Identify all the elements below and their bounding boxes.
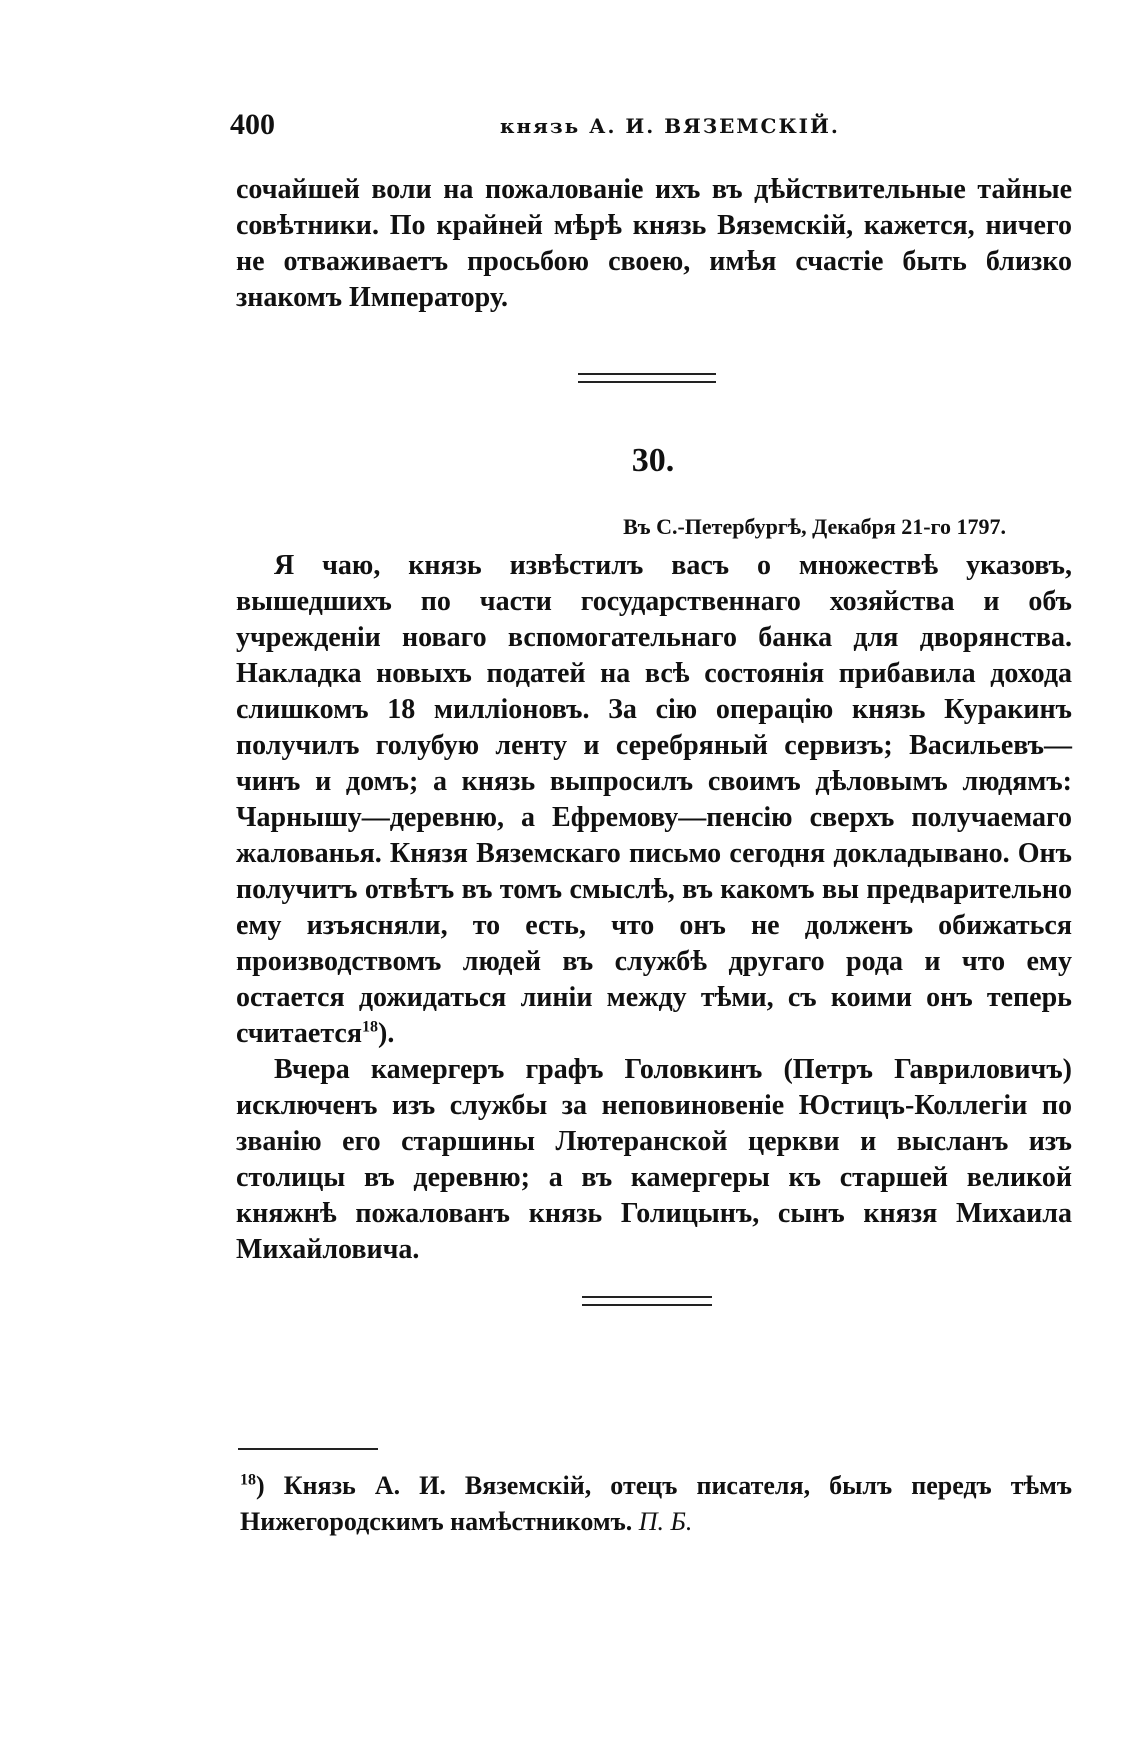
footnote-text: ) Князь А. И. Вяземскій, отецъ писателя, былъ передъ тѣмъ Нижегородскимъ намѣстникомъ. (240, 1471, 1072, 1536)
letter-dateline: Въ С.-Петербургѣ, Декабря 21-го 1797. (623, 514, 1006, 539)
letter-paragraph-1-end: ). (378, 1018, 395, 1049)
letter-paragraph-1 (236, 548, 1072, 1052)
footnote-signature: П. Б. (638, 1507, 693, 1536)
section-divider (578, 373, 716, 383)
letter-body (236, 548, 1072, 1268)
continuation-paragraph: сочайшей воли на пожалованіе ихъ въ дѣйствительные тайные совѣтники. По крайней мѣрѣ князь Вяземскій, кажется, ничего не отваживаетъ просьбою своею, имѣя счастіе быть близко знакомъ Императору. (236, 174, 1072, 313)
footnote-reference: 18 (362, 1018, 378, 1036)
footnote-rule (238, 1448, 378, 1450)
section-divider-end (582, 1296, 712, 1306)
footnote-marker: 18 (240, 1471, 256, 1489)
running-head: князь А. И. ВЯЗЕМСКІЙ. (500, 114, 840, 138)
page-number: 400 (230, 108, 275, 141)
footnote (240, 1468, 1072, 1540)
letter-number: 30. (631, 442, 675, 479)
continuation-text (236, 172, 1072, 316)
page-header (230, 108, 1072, 148)
letter-paragraph-2: Вчера камергеръ графъ Головкинъ (Петръ Гавриловичъ) исключенъ изъ службы за неповиновеніе Юстицъ-Коллегіи по званію его старшины Лютеранской церкви и высланъ изъ столицы въ деревню; а въ камергеры къ старшей великой княжнѣ пожалованъ князь Голицынъ, сынъ князя Михаила Михайловича. (236, 1054, 1072, 1265)
letter-paragraph-1-text: Я чаю, князь извѣстилъ васъ о множествѣ указовъ, вышедшихъ по части государственнаго хозяйства и объ учрежденіи новаго вспомогательнаго банка для дворянства. Накладка новыхъ податей на всѣ состоянія прибавила дохода слишкомъ 18 милліоновъ. За сію операцію князь Куракинъ получилъ голубую ленту и серебряный сервизъ; Васильевъ—чинъ и домъ; а князь выпросилъ своимъ дѣловымъ людямъ: Чарнышу—деревню, а Ефремову—пенсію сверхъ получаемаго жалованья. Князя Вяземскаго письмо сегодня докладывано. Онъ получитъ отвѣтъ въ томъ смыслѣ, въ какомъ вы предварительно ему изъясняли, то есть, что онъ не долженъ обижаться производствомъ людей въ службѣ другаго рода и что ему остается дожидаться линіи между тѣми, съ коими онъ теперь считается (236, 550, 1072, 1049)
